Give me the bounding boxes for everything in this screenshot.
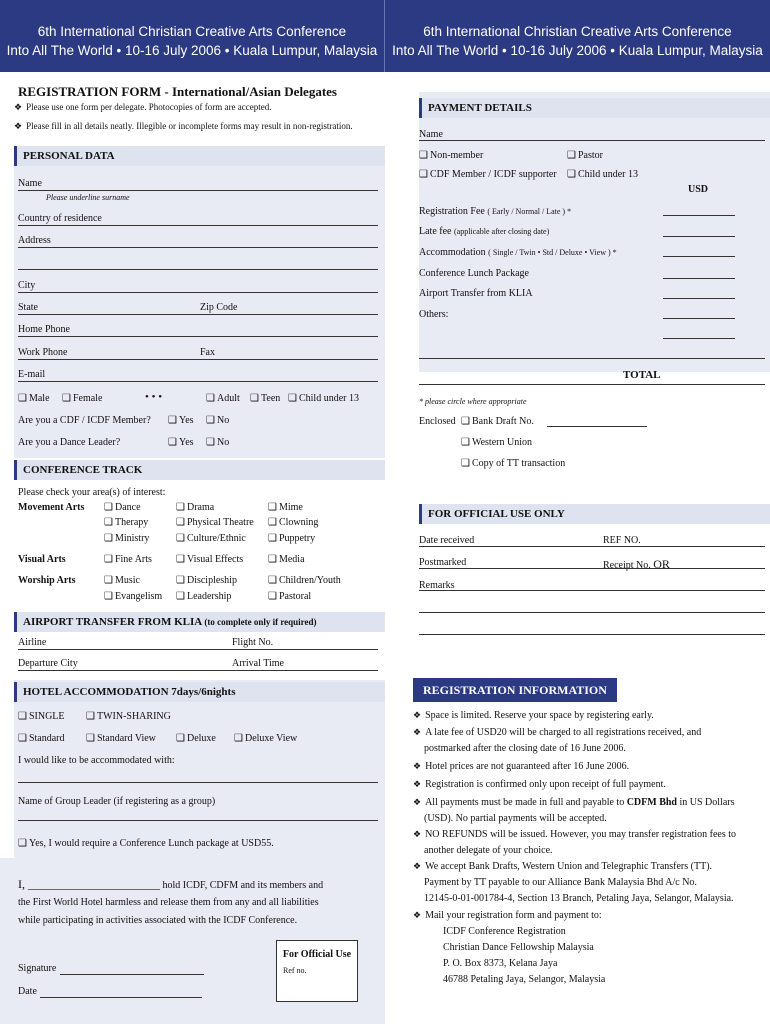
nonmember-checkbox[interactable]: ❑ Non-member: [419, 150, 483, 161]
arrival-label: Arrival Time: [232, 658, 284, 669]
clowning-checkbox[interactable]: ❑ Clowning: [268, 517, 318, 528]
departure-field[interactable]: [18, 670, 378, 671]
teen-checkbox[interactable]: ❑ Teen: [250, 393, 280, 404]
left-column: [0, 72, 385, 1024]
evangelism-checkbox[interactable]: ❑ Evangelism: [104, 591, 162, 602]
form-note-1: ❖ Please use one form per delegate. Photocopies of form are accepted.: [14, 102, 271, 113]
receipt-no-label: [603, 557, 670, 572]
info-item-line: (USD). No partial payments will be accepted.: [424, 813, 607, 824]
header-line1: 6th International Christian Creative Arts Conference: [37, 24, 347, 39]
bank-draft-checkbox[interactable]: ❑ Bank Draft No.: [461, 416, 534, 427]
info-item-line: ❖ Hotel prices are not guaranteed after 16 June 2006.: [413, 761, 629, 772]
hotel-title: HOTEL ACCOMMODATION 7days/6nights: [14, 682, 385, 702]
receipt-text: Receipt No.: [603, 560, 651, 571]
mailing-address-line: Christian Dance Fellowship Malaysia: [443, 942, 594, 953]
standard-checkbox[interactable]: ❑ Standard: [18, 733, 65, 744]
accom-options: ( Single / Twin • Std / Deluxe • View ) *: [488, 248, 617, 257]
waiver-line-3: while participating in activities associated with the ICDF Conference.: [18, 915, 298, 926]
payee-name: CDFM Bhd: [626, 797, 677, 808]
western-union-checkbox[interactable]: ❑ Western Union: [461, 437, 532, 448]
flight-label: Flight No.: [232, 637, 274, 648]
cdf-supporter-checkbox[interactable]: ❑ CDF Member / ICDF supporter: [419, 169, 557, 180]
child-checkbox[interactable]: ❑ Child under 13: [288, 393, 359, 404]
accommodation-label: [419, 247, 617, 258]
pastor-checkbox[interactable]: ❑ Pastor: [567, 150, 603, 161]
single-checkbox[interactable]: ❑ SINGLE: [18, 711, 65, 722]
others-field[interactable]: [663, 318, 735, 319]
country-label: Country of residence: [18, 213, 102, 224]
waiver-line-1: [18, 877, 323, 892]
work-phone-field[interactable]: [18, 359, 378, 360]
reg-fee-options: ( Early / Normal / Late ) *: [487, 207, 572, 216]
date-field[interactable]: [40, 997, 202, 998]
lunch-package-field[interactable]: [663, 278, 735, 279]
mailing-address-line: 46788 Petaling Jaya, Selangor, Malaysia: [443, 974, 606, 985]
info-item-line: ❖ NO REFUNDS will be issued. However, you may transfer registration fees to: [413, 829, 736, 840]
official-use-box: [276, 940, 358, 1002]
lunch-checkbox[interactable]: ❑ Yes, I would require a Conference Lunch package at USD55.: [18, 838, 274, 849]
ministry-checkbox[interactable]: ❑ Ministry: [104, 533, 149, 544]
total-label: TOTAL: [623, 369, 661, 381]
info-item-line: ❖ Space is limited. Reserve your space by registering early.: [413, 710, 654, 721]
header-banner: [0, 0, 770, 72]
mailing-address-line: P. O. Box 8373, Kelana Jaya: [443, 958, 558, 969]
state-label: State: [18, 302, 38, 313]
header-line2: Into All The World • 10-16 July 2006 • Kuala Lumpur, Malaysia: [6, 43, 378, 58]
registration-info-title: REGISTRATION INFORMATION: [413, 678, 617, 702]
mailing-address-line: ICDF Conference Registration: [443, 926, 566, 937]
dance-leader-question: Are you a Dance Leader?: [18, 437, 121, 448]
airline-label: Airline: [18, 637, 47, 648]
usd-label: USD: [688, 184, 709, 195]
enclosed-label: Enclosed: [419, 416, 456, 427]
work-phone-label: Work Phone: [18, 347, 68, 358]
conference-track-title: CONFERENCE TRACK: [14, 460, 385, 480]
zip-label: Zip Code: [200, 302, 238, 313]
date-label: Date: [18, 986, 37, 997]
country-field[interactable]: [18, 225, 378, 226]
total-divider: [419, 358, 765, 359]
email-field[interactable]: [18, 381, 378, 382]
dance-no-checkbox[interactable]: ❑ No: [206, 437, 229, 448]
payment-child-checkbox[interactable]: ❑ Child under 13: [567, 169, 638, 180]
payment-name-field[interactable]: [419, 140, 765, 141]
reg-fee-field[interactable]: [663, 215, 735, 216]
remarks-field-3[interactable]: [419, 634, 765, 635]
remarks-field-2[interactable]: [419, 612, 765, 613]
name-field[interactable]: [18, 190, 378, 191]
airline-field[interactable]: [18, 649, 378, 650]
cdf-member-question: Are you a CDF / ICDF Member?: [18, 415, 151, 426]
late-fee-note: (applicable after closing date): [453, 227, 550, 236]
media-checkbox[interactable]: ❑ Media: [268, 554, 305, 565]
info-item-line: ❖ Registration is confirmed only upon receipt of full payment.: [413, 779, 666, 790]
name-label: Name: [18, 178, 42, 189]
header-left: [0, 0, 385, 72]
late-fee-text: Late fee: [419, 226, 452, 237]
others-label: Others:: [419, 309, 449, 320]
deluxe-checkbox[interactable]: ❑ Deluxe: [176, 733, 216, 744]
payment-details-title: PAYMENT DETAILS: [419, 98, 770, 118]
movement-arts-label: Movement Arts: [18, 502, 85, 513]
group-leader-field[interactable]: [18, 820, 378, 821]
reg-fee-label: [419, 206, 571, 217]
header-line2: Into All The World • 10-16 July 2006 • Kuala Lumpur, Malaysia: [392, 43, 763, 58]
airport-transfer-title: [14, 612, 385, 632]
state-zip-field[interactable]: [18, 314, 378, 315]
others-field-2[interactable]: [663, 338, 735, 339]
city-field[interactable]: [18, 292, 378, 293]
discipleship-checkbox[interactable]: ❑ Discipleship: [176, 575, 237, 586]
airport-title-text: AIRPORT TRANSFER FROM KLIA: [23, 616, 202, 628]
track-instructions: Please check your area(s) of interest:: [18, 487, 166, 498]
waiver-l1: hold ICDF, CDFM and its members and: [160, 880, 324, 891]
info-item-line: postmarked after the closing date of 16 June 2006.: [424, 743, 626, 754]
drama-checkbox[interactable]: ❑ Drama: [176, 502, 214, 513]
info-item-line: 12145-0-01-001784-4, Section 13 Branch, Petaling Jaya, Selangor, Malaysia.: [424, 893, 734, 904]
home-phone-label: Home Phone: [18, 324, 70, 335]
postmarked-field[interactable]: [419, 568, 765, 569]
home-phone-field[interactable]: [18, 336, 378, 337]
info-item-line: another delegate of your choice.: [424, 845, 553, 856]
payment-name-label: Name: [419, 129, 443, 140]
deluxe-view-checkbox[interactable]: ❑ Deluxe View: [234, 733, 297, 744]
info-item-line: ❖ All payments must be made in full and payable to CDFM Bhd in US Dollars: [413, 797, 735, 808]
male-checkbox[interactable]: ❑ Male: [18, 393, 50, 404]
waiver-line-2: the First World Hotel harmless and release them from any and all liabilities: [18, 897, 319, 908]
or-mark: OR: [653, 557, 670, 571]
accommodated-with-field[interactable]: [18, 782, 378, 783]
ref-no-label-official: REF NO.: [603, 535, 641, 546]
ref-no-label: Ref no.: [283, 966, 307, 975]
reg-fee-text: Registration Fee: [419, 206, 485, 217]
date-received-field[interactable]: [419, 546, 765, 547]
header-line1: 6th International Christian Creative Arts Conference: [423, 24, 732, 39]
music-checkbox[interactable]: ❑ Music: [104, 575, 140, 586]
form-title: REGISTRATION FORM - International/Asian Delegates: [18, 84, 337, 99]
fax-label: Fax: [200, 347, 215, 358]
address-label: Address: [18, 235, 51, 246]
info-item-line: ❖ We accept Bank Drafts, Western Union and Telegraphic Transfers (TT).: [413, 861, 712, 872]
address-field-2[interactable]: [18, 269, 378, 270]
cdf-yes-checkbox[interactable]: ❑ Yes: [168, 415, 194, 426]
date-received-label: Date received: [419, 535, 475, 546]
remarks-field[interactable]: [419, 590, 765, 591]
physical-theatre-checkbox[interactable]: ❑ Physical Theatre: [176, 517, 254, 528]
female-checkbox[interactable]: ❑ Female: [62, 393, 102, 404]
tt-copy-checkbox[interactable]: ❑ Copy of TT transaction: [461, 458, 565, 469]
dance-yes-checkbox[interactable]: ❑ Yes: [168, 437, 194, 448]
waiver-lead: I, ______________________: [18, 877, 160, 891]
signature-field[interactable]: [60, 974, 204, 975]
accom-text: Accommodation: [419, 247, 486, 258]
official-use-title: FOR OFFICIAL USE ONLY: [419, 504, 770, 524]
circle-note: * please circle where appropriate: [419, 397, 527, 406]
visual-arts-label: Visual Arts: [18, 554, 66, 565]
total-field[interactable]: [419, 384, 765, 385]
info-item-line: ❖ A late fee of USD20 will be charged to all registrations received, and: [413, 727, 701, 738]
address-field[interactable]: [18, 247, 378, 248]
official-use-label: For Official Use: [282, 949, 352, 960]
puppetry-checkbox[interactable]: ❑ Puppetry: [268, 533, 315, 544]
late-fee-field[interactable]: [663, 236, 735, 237]
bank-draft-field[interactable]: [547, 426, 647, 427]
email-label: E-mail: [18, 369, 46, 380]
cdf-no-checkbox[interactable]: ❑ No: [206, 415, 229, 426]
remarks-label: Remarks: [419, 580, 455, 591]
name-hint: Please underline surname: [46, 193, 130, 202]
leadership-checkbox[interactable]: ❑ Leadership: [176, 591, 231, 602]
header-right: [385, 0, 770, 72]
airport-transfer-field[interactable]: [663, 298, 735, 299]
dance-checkbox[interactable]: ❑ Dance: [104, 502, 141, 513]
standard-view-checkbox[interactable]: ❑ Standard View: [86, 733, 156, 744]
visual-effects-checkbox[interactable]: ❑ Visual Effects: [176, 554, 243, 565]
signature-label: Signature: [18, 963, 57, 974]
airport-transfer-label: Airport Transfer from KLIA: [419, 288, 533, 299]
right-column: [385, 72, 770, 1024]
adult-checkbox[interactable]: ❑ Adult: [206, 393, 240, 404]
lunch-package-label: Conference Lunch Package: [419, 268, 529, 279]
children-youth-checkbox[interactable]: ❑ Children/Youth: [268, 575, 341, 586]
info-item-line: Payment by TT payable to our Alliance Bank Malaysia Bhd A/c No.: [424, 877, 697, 888]
mime-checkbox[interactable]: ❑ Mime: [268, 502, 303, 513]
airport-title-note: (to complete only if required): [204, 617, 317, 627]
late-fee-label: [419, 226, 549, 237]
postmarked-label: Postmarked: [419, 557, 467, 568]
separator-dots: • • •: [145, 391, 163, 403]
accommodation-field[interactable]: [663, 256, 735, 257]
city-label: City: [18, 280, 36, 291]
form-note-2: ❖ Please fill in all details neatly. Illegible or incomplete forms may result in non-registration.: [14, 121, 353, 132]
accommodated-with-label: I would like to be accommodated with:: [18, 755, 175, 766]
worship-arts-label: Worship Arts: [18, 575, 76, 586]
departure-label: Departure City: [18, 658, 78, 669]
group-leader-label: Name of Group Leader (if registering as a group): [18, 796, 216, 807]
culture-ethnic-checkbox[interactable]: ❑ Culture/Ethnic: [176, 533, 246, 544]
pastoral-checkbox[interactable]: ❑ Pastoral: [268, 591, 311, 602]
twin-sharing-checkbox[interactable]: ❑ TWIN-SHARING: [86, 711, 171, 722]
info-item-line: ❖ Mail your registration form and payment to:: [413, 910, 602, 921]
personal-data-title: PERSONAL DATA: [14, 146, 385, 166]
therapy-checkbox[interactable]: ❑ Therapy: [104, 517, 148, 528]
fine-arts-checkbox[interactable]: ❑ Fine Arts: [104, 554, 152, 565]
